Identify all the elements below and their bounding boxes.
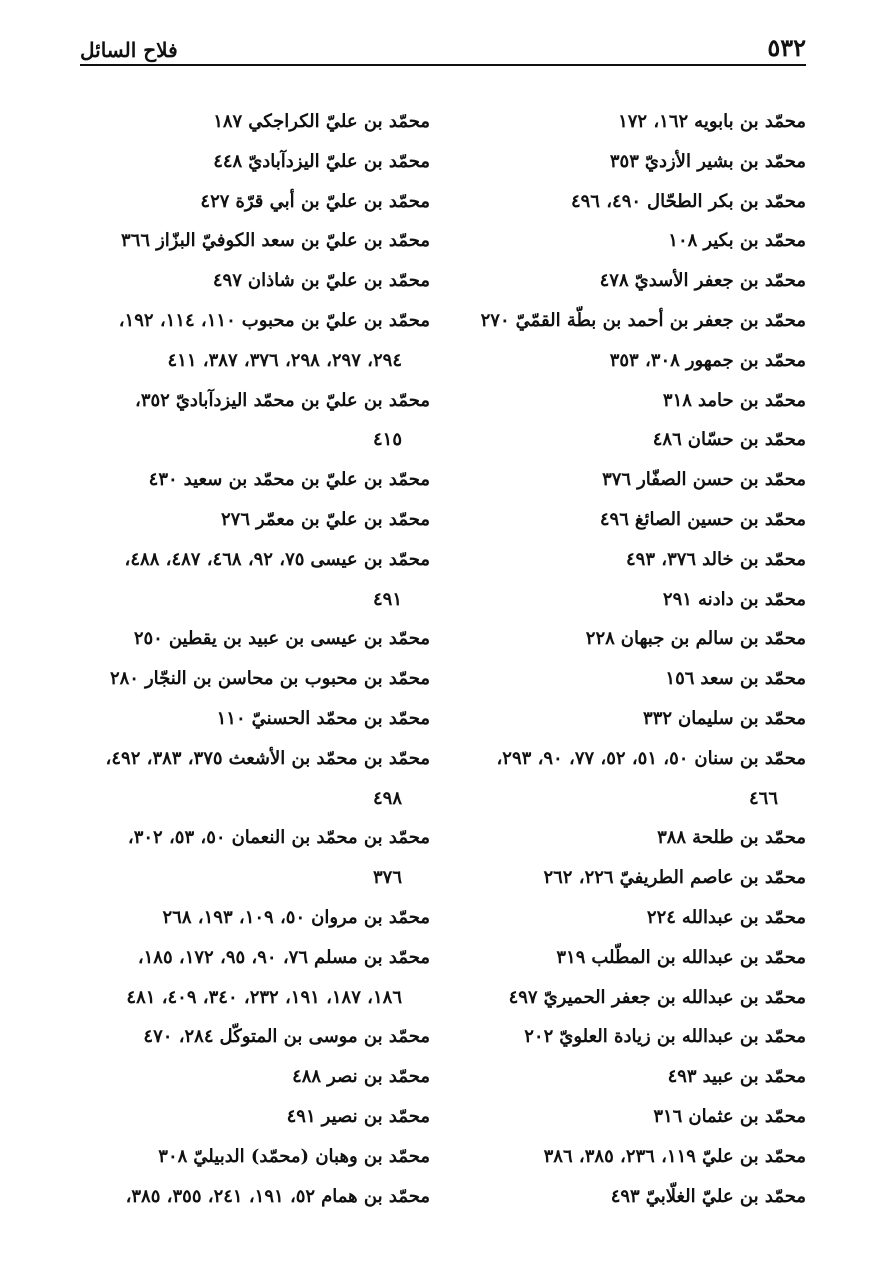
index-entry-continuation: ٤٦٦: [748, 787, 778, 809]
entry-name: محمّد بن عبيد: [702, 1066, 806, 1088]
entry-page-refs: ٢٨٤، ٤٧٠: [143, 1026, 214, 1048]
index-entry: [456, 142, 806, 182]
entry-page-refs: ٤٣٠: [148, 469, 178, 491]
entry-name: محمّد بن عيسى: [310, 548, 430, 570]
index-entry-continuation: ٤٩١: [372, 588, 402, 610]
entry-name: محمّد بن همام: [321, 1185, 430, 1207]
entry-page-refs: ٢٥٠: [133, 628, 163, 650]
entry-name: محمّد بن عليّ بن محمّد اليزدآباديّ: [175, 389, 430, 411]
index-entry: [456, 1017, 806, 1057]
entry-page-refs: ٤٩٠، ٤٩٦: [570, 190, 642, 212]
entry-name: محمّد بن طلحة: [692, 827, 806, 849]
entry-name: محمّد بن عبدالله: [681, 906, 806, 928]
entry-name: محمّد بن جعفر الأسديّ: [634, 270, 806, 292]
entry-page-refs: ٤٩٧: [508, 986, 538, 1008]
entry-page-refs: ٢٢٨: [585, 628, 615, 650]
index-entry: [80, 938, 430, 978]
entry-name: محمّد بن عليّ بن محمّد بن سعيد: [183, 469, 430, 491]
index-entry: [456, 1097, 806, 1137]
entry-name: محمّد بن محمّد بن الأشعث: [228, 747, 430, 769]
index-entry: [80, 460, 430, 500]
entry-page-refs: ٣١٨: [662, 389, 692, 411]
entry-page-refs: ٣٧٥، ٣٨٣، ٤٩٢،: [105, 747, 223, 769]
index-entry: [456, 221, 806, 261]
index-entry: [456, 898, 806, 938]
entry-page-refs: ٤٩٦: [599, 508, 629, 530]
index-entry: [456, 102, 806, 142]
entry-name: محمّد بن عاصم الطريفيّ: [619, 867, 806, 889]
entry-page-refs: ١٠٨: [668, 230, 698, 252]
index-entry: [456, 1177, 806, 1217]
entry-page-refs: ١١٠، ١١٤، ١٩٢،: [118, 309, 236, 331]
entry-name: محمّد بن حسين الصائغ: [634, 508, 806, 530]
entry-page-refs: ٢٩١: [662, 588, 692, 610]
entry-name: محمّد بن عليّ الغلّابيّ: [645, 1185, 806, 1207]
entry-page-refs: ٣٠٨: [158, 1145, 188, 1167]
entry-page-refs: ٥٠، ١٠٩، ١٩٣، ٢٦٨: [162, 906, 306, 928]
entry-page-refs: ٣١٩: [556, 946, 586, 968]
entry-name: محمّد بن عليّ: [701, 1145, 806, 1167]
index-entry: [80, 1057, 430, 1097]
index-entry: [456, 739, 806, 779]
entry-page-refs: ٥٠، ٥٣، ٣٠٢،: [127, 827, 226, 849]
entry-page-refs: ٧٦، ٩٠، ٩٥، ١٧٢، ١٨٥،: [137, 946, 308, 968]
index-entry: [456, 938, 806, 978]
index-entry: [80, 1097, 430, 1137]
entry-name: محمّد بن نصر: [327, 1066, 430, 1088]
index-entry: [80, 540, 430, 580]
entry-name: محمّد بن سليمان: [678, 707, 806, 729]
entry-page-refs: ٢٧٠: [480, 309, 510, 331]
entry-page-refs: ٧٥، ٩٢، ٤٦٨، ٤٨٧، ٤٨٨،: [124, 548, 305, 570]
index-entry: [456, 500, 806, 540]
entry-page-refs: ٤٩٧: [212, 270, 242, 292]
entry-page-refs: ٣١٦: [653, 1105, 683, 1127]
index-entry: [456, 1137, 806, 1177]
entry-page-refs: ١٨٧: [213, 111, 243, 132]
index-entry: [456, 659, 806, 699]
entry-page-refs: ١٥٦: [665, 668, 695, 690]
index-entry: [80, 261, 430, 301]
entry-name: محمّد بن مسلم: [314, 946, 430, 968]
entry-name: محمّد بن عيسى بن عبيد بن يقطين: [168, 628, 430, 650]
entry-name: محمّد بن عثمان: [688, 1105, 806, 1127]
index-entry-continuation: ٤١٥: [372, 429, 402, 451]
index-entry: [80, 102, 430, 142]
entry-name: محمّد بن عبدالله بن المطّلب: [591, 946, 806, 968]
index-entry: [80, 699, 430, 739]
entry-name: محمّد بن بكير: [703, 230, 806, 252]
index-column-right: [456, 102, 806, 1212]
index-entry: [456, 261, 806, 301]
index-entry: [456, 301, 806, 341]
index-entry: [80, 1177, 430, 1217]
entry-page-refs: ٤٩١: [286, 1105, 316, 1127]
index-entry: [80, 898, 430, 938]
entry-page-refs: ٤٩٣: [667, 1066, 697, 1088]
entry-page-refs: ٤٢٧: [200, 190, 230, 212]
entry-page-refs: ٤٧٨: [599, 270, 629, 292]
entry-page-refs: ٣٥٣: [609, 150, 639, 172]
entry-page-refs: ٣٦٦: [121, 230, 151, 252]
entry-name: محمّد بن دادنه: [697, 588, 806, 610]
entry-page-refs: ٢٧٦: [221, 508, 251, 530]
entry-name: محمّد بن عبدالله بن زيادة العلويّ: [559, 1026, 806, 1048]
entry-name: محمّد بن خالد: [702, 548, 806, 570]
index-entry: [456, 858, 806, 898]
index-entry: [80, 739, 430, 779]
entry-name: محمّد بن عليّ بن محبوب: [241, 309, 430, 331]
index-entry: [456, 420, 806, 460]
entry-page-refs: ٥٢، ١٩١، ٢٤١، ٣٥٥، ٣٨٥،: [125, 1185, 316, 1207]
entry-name: محمّد بن سنان: [694, 747, 806, 769]
entry-page-refs: ١٦٢، ١٧٢: [618, 111, 689, 132]
entry-name: محمّد بن سالم بن جبهان: [620, 628, 806, 650]
entry-page-refs: ٢٢٤: [646, 906, 676, 928]
entry-name: محمّد بن محبوب بن محاسن بن النجّار: [144, 668, 430, 690]
index-entry: [80, 1137, 430, 1177]
running-title: فلاح السائل: [80, 38, 178, 62]
index-entry: [456, 460, 806, 500]
entry-page-refs: ٢٨٠: [109, 668, 139, 690]
entry-page-refs: ٥٠، ٥١، ٥٢، ٧٧، ٩٠، ٢٩٣،: [496, 747, 689, 769]
index-entry: [456, 540, 806, 580]
entry-page-refs: ٣٥٢،: [135, 389, 170, 411]
entry-name: محمّد بن عليّ بن معمّر: [256, 508, 430, 530]
index-entry: [80, 301, 430, 341]
entry-name: محمّد بن بكر الطحّال: [647, 190, 806, 212]
index-entry: [456, 381, 806, 421]
index-entry: [456, 341, 806, 381]
index-entry: [456, 699, 806, 739]
entry-name: محمّد بن عليّ بن أبي قرّة: [235, 190, 430, 212]
index-entry: [80, 1017, 430, 1057]
index-entry: [80, 659, 430, 699]
entry-name: محمّد بن حامد: [697, 389, 806, 411]
entry-page-refs: ٣٨٨: [657, 827, 687, 849]
page-header: [80, 22, 806, 66]
entry-page-refs: ١١٩، ٢٣٦، ٣٨٥، ٣٨٦: [543, 1145, 696, 1167]
entry-page-refs: ٣٠٨، ٣٥٣: [609, 349, 680, 371]
entry-name: محمّد بن سعد: [700, 668, 806, 690]
index-entry: [456, 1057, 806, 1097]
entry-page-refs: ٣٧٦، ٤٩٣: [625, 548, 697, 570]
index-entry-continuation: ١٨٦، ١٨٧، ١٩١، ٢٣٢، ٣٤٠، ٤٠٩، ٤٨١: [126, 986, 402, 1008]
index-entry: [80, 221, 430, 261]
entry-name: محمّد بن عليّ بن سعد الكوفيّ البزّاز: [156, 230, 430, 252]
index-entry: [456, 580, 806, 620]
entry-name: محمّد بن حسّان: [687, 429, 806, 451]
index-entry: [456, 182, 806, 222]
index-columns: [80, 102, 806, 1212]
entry-name: محمّد بن نصير: [321, 1105, 430, 1127]
index-entry: [80, 818, 430, 858]
entry-name: محمّد بن وهبان (محمّد) الدبيليّ: [193, 1145, 430, 1167]
index-column-left: [80, 102, 430, 1212]
page-number: ٥٣٢: [767, 33, 806, 62]
entry-page-refs: ٣٣٢: [643, 707, 673, 729]
entry-page-refs: ١١٠: [216, 707, 246, 729]
entry-name: محمّد بن عليّ الكراجكي: [248, 111, 430, 132]
entry-name: محمّد بن محمّد بن النعمان: [231, 827, 430, 849]
index-entry: [456, 818, 806, 858]
entry-name: محمّد بن بشير الأزديّ: [644, 150, 806, 172]
entry-name: محمّد بن محمّد الحسنيّ: [251, 707, 430, 729]
index-entry-continuation: ٣٧٦: [372, 867, 402, 889]
entry-page-refs: ٢٢٦، ٢٦٢: [543, 867, 614, 889]
index-entry: [80, 381, 430, 421]
entry-name: محمّد بن بابويه: [694, 111, 806, 132]
index-entry-continuation: ٢٩٤، ٢٩٧، ٢٩٨، ٣٧٦، ٣٨٧، ٤١١: [167, 349, 402, 371]
entry-name: محمّد بن مروان: [311, 906, 430, 928]
entry-name: محمّد بن جمهور: [685, 349, 806, 371]
index-entry: [80, 142, 430, 182]
entry-name: محمّد بن عليّ اليزدآباديّ: [248, 150, 430, 172]
entry-name: محمّد بن جعفر بن أحمد بن بطّة القمّيّ: [515, 309, 806, 331]
index-entry-continuation: ٤٩٨: [372, 787, 402, 809]
index-entry: [80, 619, 430, 659]
entry-page-refs: ٤٨٨: [292, 1066, 322, 1088]
index-entry: [456, 978, 806, 1018]
entry-page-refs: ٤٤٨: [213, 150, 243, 172]
index-entry: [80, 500, 430, 540]
index-entry: [80, 182, 430, 222]
entry-name: محمّد بن عليّ بن شاذان: [247, 270, 430, 292]
entry-name: محمّد بن موسى بن المتوكّل: [219, 1026, 430, 1048]
index-entry: [456, 619, 806, 659]
entry-page-refs: ٢٠٢: [524, 1026, 554, 1048]
entry-name: محمّد بن عبدالله بن جعفر الحميريّ: [543, 986, 806, 1008]
entry-page-refs: ٣٧٦: [602, 469, 632, 491]
entry-page-refs: ٤٨٦: [652, 429, 682, 451]
entry-page-refs: ٤٩٣: [610, 1185, 640, 1207]
entry-name: محمّد بن حسن الصفّار: [637, 469, 806, 491]
